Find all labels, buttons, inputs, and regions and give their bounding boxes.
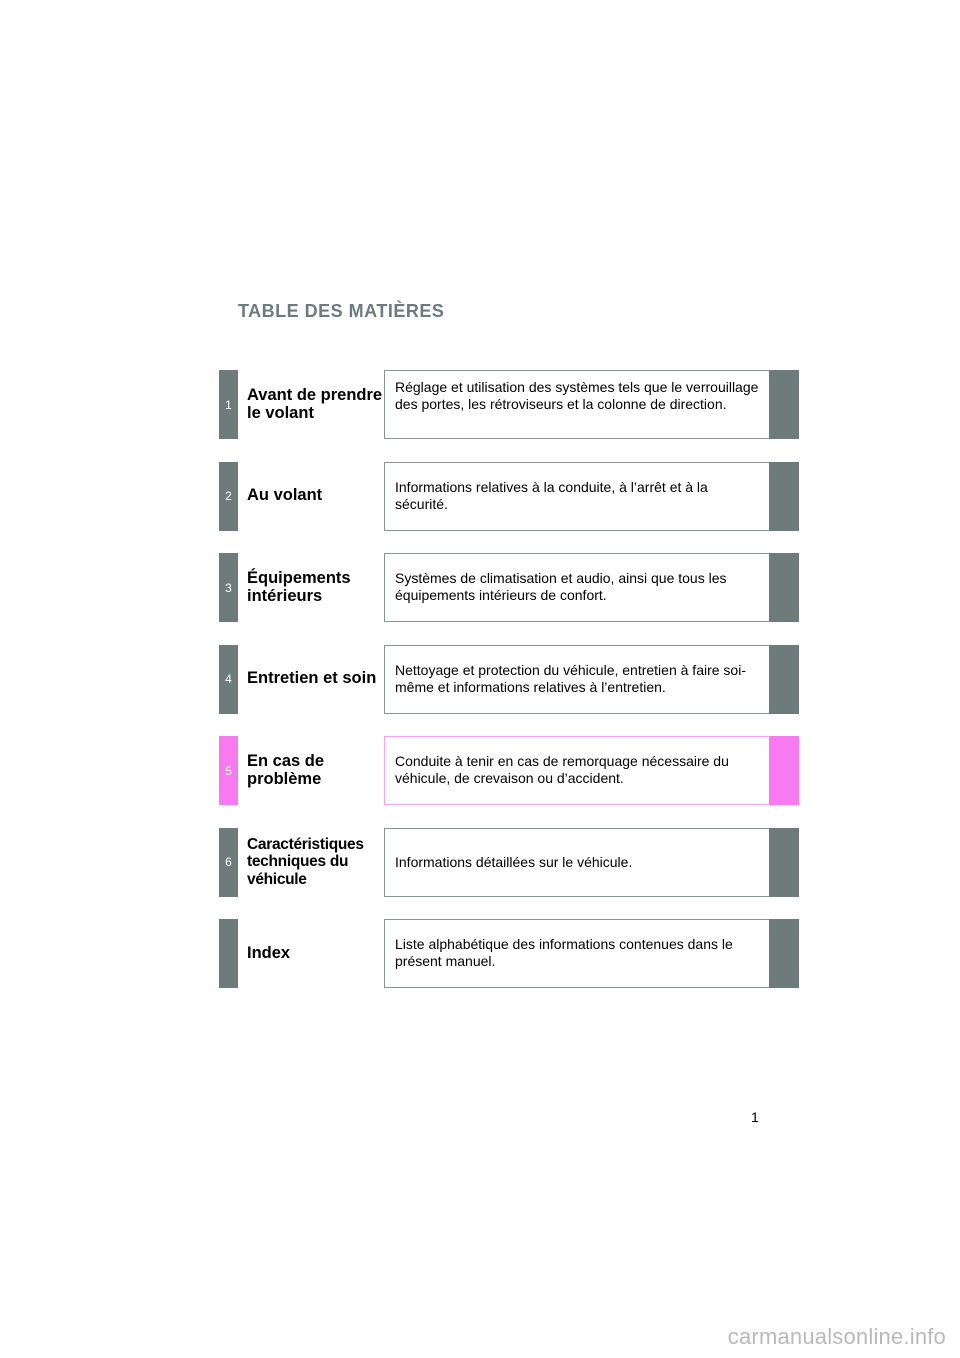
section-tab: 2 (219, 462, 238, 531)
section-title[interactable]: Équipements intérieurs (247, 569, 351, 605)
side-tab-marker (769, 828, 799, 897)
side-tab-marker (769, 553, 799, 622)
section-tab (219, 919, 238, 988)
side-tab-marker (769, 736, 799, 805)
toc-list (219, 370, 799, 1011)
watermark: carmanualsonline.info (727, 1324, 946, 1349)
side-tab-marker (769, 462, 799, 531)
section-tab: 1 (219, 370, 238, 439)
section-title[interactable]: Entretien et soin (247, 669, 377, 688)
section-tab: 5 (219, 736, 238, 805)
section-description: Systèmes de climatisation et audio, ainsi que tous les équipements intérieurs de confort. (384, 553, 769, 622)
side-tab-marker (769, 370, 799, 439)
section-title[interactable]: Avant de prendre le volant (247, 386, 383, 422)
page-number: 1 (751, 1109, 759, 1125)
toc-row-before-driving[interactable] (219, 370, 799, 439)
side-tab-marker (769, 919, 799, 988)
section-tab: 4 (219, 645, 238, 714)
toc-row-trouble[interactable] (219, 736, 799, 805)
toc-row-index[interactable] (219, 919, 799, 988)
section-title[interactable]: En cas de problème (247, 752, 325, 788)
toc-row-specifications[interactable] (219, 828, 799, 897)
section-description: Liste alphabétique des informations contenues dans le présent manuel. (384, 919, 769, 988)
side-tab-marker (769, 645, 799, 714)
section-description: Nettoyage et protection du véhicule, entretien à faire soi-même et informations relatives à l’entretien. (384, 645, 769, 714)
toc-row-maintenance[interactable] (219, 645, 799, 714)
section-title[interactable]: Index (247, 943, 291, 962)
toc-row-driving[interactable] (219, 462, 799, 531)
page-title: TABLE DES MATIÈRES (238, 301, 445, 321)
section-tab: 6 (219, 828, 238, 897)
section-description: Réglage et utilisation des systèmes tels que le verrouillage des portes, les rétroviseurs et la colonne de direction. (384, 370, 769, 439)
section-title[interactable]: Au volant (247, 486, 323, 505)
section-title[interactable]: Caractéristiques techniques du véhicule (247, 835, 364, 888)
section-description: Informations détaillées sur le véhicule. (384, 828, 769, 897)
section-tab: 3 (219, 553, 238, 622)
toc-row-interior[interactable] (219, 553, 799, 622)
section-description: Informations relatives à la conduite, à l’arrêt et à la sécurité. (384, 462, 769, 531)
section-description: Conduite à tenir en cas de remorquage nécessaire du véhicule, de crevaison ou d’accident. (384, 736, 769, 805)
